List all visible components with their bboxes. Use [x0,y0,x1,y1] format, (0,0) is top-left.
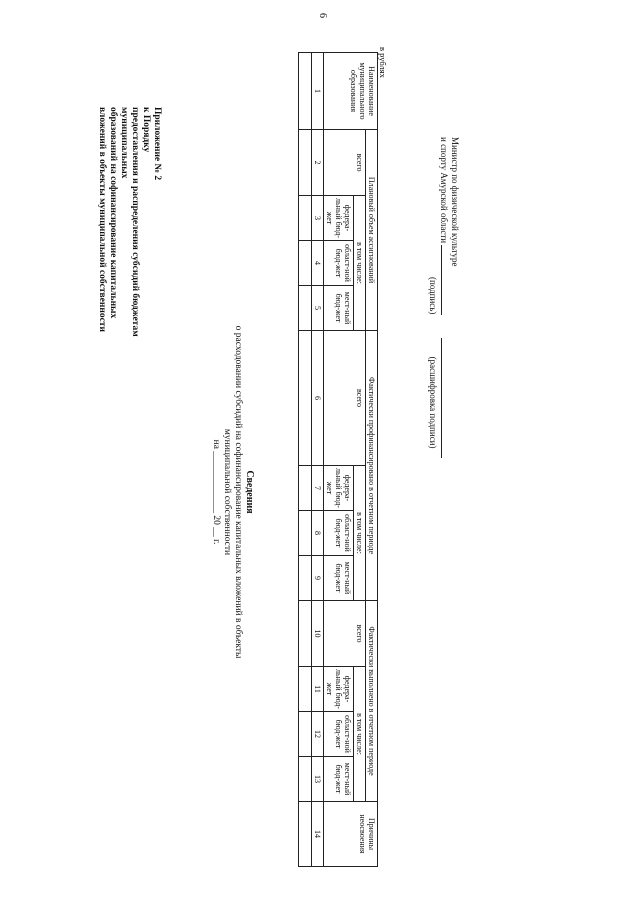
col-number: 4 [312,241,324,286]
col-reason-header: Причины неосвоения [324,802,378,867]
currency-note: в рублях [378,47,388,78]
appendix-line5: образований на софинансирование капитальных [108,107,118,319]
appendix-line2: к Порядку [141,107,151,153]
table-cell [299,241,312,286]
col-number: 5 [312,286,324,331]
table-cell [299,510,312,555]
group-financed-header: Фактически профинансировано в отчетном периоде [366,331,378,601]
appendix-line6: вложений в объекты муниципальной собственности [97,107,107,332]
signature-line1: Министр по физической культуре [450,137,460,267]
done-reg-header: област-ной бюд-жет [324,712,354,757]
col-number: 11 [312,667,324,712]
appendix-line3: предоставления и распределения субсидий бюджетам [130,107,140,337]
plan-reg-header: област-ной бюд-жет [324,241,354,286]
appendix-block [96,107,162,337]
table-cell [299,53,312,130]
col-number: 9 [312,555,324,600]
col-number: 10 [312,600,324,666]
table-cell [299,712,312,757]
col-number: 2 [312,130,324,196]
col-number: 1 [312,53,324,130]
appendix-line1: Приложение № 2 [152,107,162,181]
report-title [211,192,256,792]
col-number: 3 [312,196,324,241]
title-date-line: на _____________ 20 __ г. [211,439,222,545]
signature-underline [441,245,442,315]
done-fed-header: федера-льный бюд-жет [324,667,354,712]
report-table [298,52,378,867]
done-total-header: всего [324,600,366,666]
col-number: 12 [312,712,324,757]
col-number: 13 [312,757,324,802]
table-cell [299,667,312,712]
page-number: 6 [317,13,328,18]
group-plan-header: Плановый объем ассигнований [366,130,378,331]
signature-labels [427,137,438,458]
title-line2: муниципальной собственности [222,428,233,556]
plan-fed-header: федера-льный бюд-жет [324,196,354,241]
table-cell [299,600,312,666]
table-cell [299,465,312,510]
decode-label: (расшифровка подписи) [428,356,438,449]
done-loc-header: мест-ный бюд-жет [324,757,354,802]
decode-underline [441,338,442,458]
col-number: 6 [312,331,324,466]
group-done-header: Фактически выполнено в отчетном периоде [366,600,378,801]
plan-including-header: в том числе: [354,196,366,331]
done-including-header: в том числе: [354,667,366,802]
plan-loc-header: мест-ный бюд-жет [324,286,354,331]
fin-reg-header: област-ной бюд-жет [324,510,354,555]
fin-including-header: в том числе: [354,465,366,600]
table-cell [299,555,312,600]
rotated-sheet [0,12,640,892]
col-number: 8 [312,510,324,555]
signature-block [427,137,460,458]
table-row [299,53,312,867]
signature-line2 [438,137,449,458]
table-cell [299,196,312,241]
table-number-row [312,53,324,867]
col-number: 7 [312,465,324,510]
col-number: 14 [312,802,324,867]
table-cell [299,130,312,196]
table-cell [299,286,312,331]
table-cell [299,331,312,466]
col-name-header: Наименование муниципального образования [324,53,378,130]
appendix-line4: муниципальных [119,107,129,179]
fin-fed-header: федера-льный бюд-жет [324,465,354,510]
fin-total-header: всего [324,331,366,466]
title-heading: Сведения [244,470,255,514]
table-cell [299,757,312,802]
signature-line2-text: и спорту Амурской области [439,137,449,244]
table-cell [299,802,312,867]
title-line1: о расходовании субсидий на софинансирование капитальных вложений в объекты [233,325,244,659]
fin-loc-header: мест-ный бюд-жет [324,555,354,600]
plan-total-header: всего [324,130,366,196]
sign-label: (подпись) [428,277,438,315]
